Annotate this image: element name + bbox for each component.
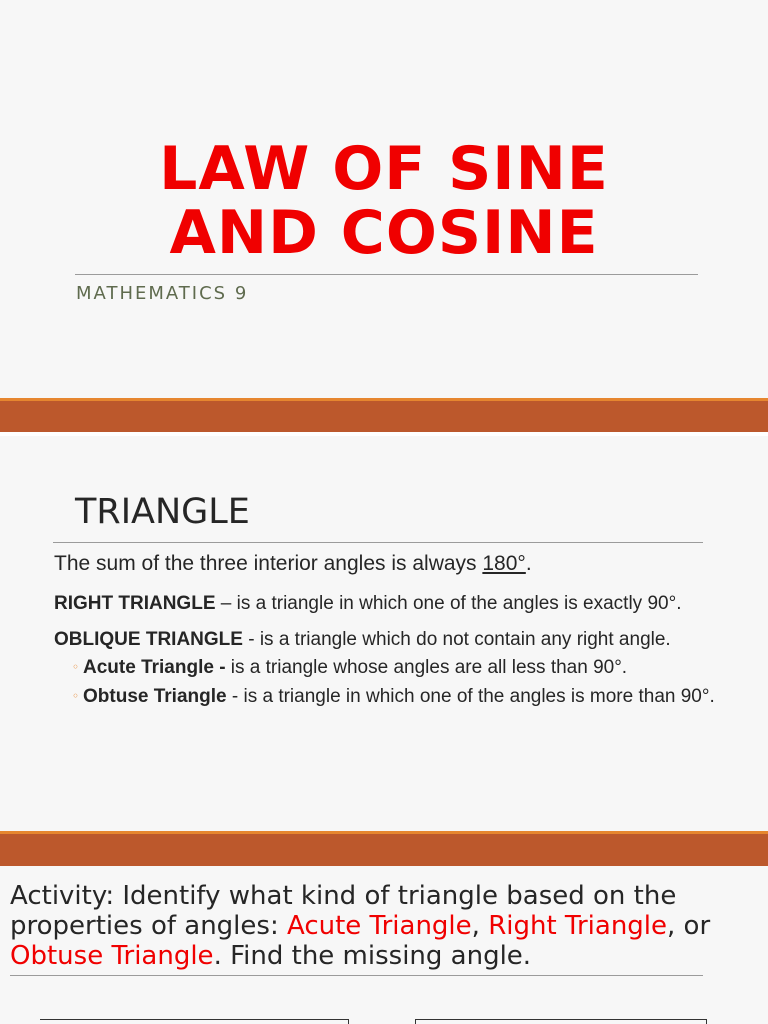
activity-intro: Activity: Identify what kind of triangle based on the properties of angles: [10,881,677,941]
acute-triangle-definition [83,656,627,680]
obtuse-triangle-label: Obtuse Triangle [83,686,227,707]
slide-separator-band [0,834,768,866]
activity-table-left [40,1019,349,1024]
activity-table-right [415,1019,707,1024]
angle-sum-text: The sum of the three interior angles is always [54,552,483,575]
bullet-icon: ◦ [72,660,80,674]
angle-sum-end: . [525,552,532,575]
angle-sum-value: 180° [482,552,526,575]
acute-option: Acute Triangle [286,911,472,941]
activity-slide [0,866,768,1024]
obtuse-triangle-definition [83,685,715,709]
heading-divider [53,542,703,543]
slide-subtitle: MATHEMATICS 9 [76,283,249,304]
slide-title [0,134,768,268]
activity-end: . Find the missing angle. [213,941,532,971]
right-triangle-label: RIGHT TRIANGLE [54,593,216,614]
slide-separator-band [0,401,768,432]
oblique-triangle-label: OBLIQUE TRIANGLE [54,629,243,650]
title-divider [75,274,698,275]
oblique-triangle-text: - is a triangle which do not contain any right angle. [242,629,671,650]
acute-triangle-text: is a triangle whose angles are all less than 90°. [225,657,628,678]
title-line-1: LAW OF SINE [159,134,609,204]
triangle-heading: TRIANGLE [75,492,250,532]
obtuse-triangle-bullet [72,685,722,709]
title-line-2: AND COSINE [169,198,599,268]
separator-or: , or [667,911,711,941]
separator-comma: , [471,911,489,941]
obtuse-option: Obtuse Triangle [10,941,214,971]
triangle-slide [0,436,768,832]
oblique-triangle-definition [54,629,744,651]
acute-triangle-label: Acute Triangle - [83,657,226,678]
right-triangle-text: – is a triangle in which one of the angles is exactly 90°. [215,593,682,614]
bullet-icon: ◦ [72,689,80,703]
obtuse-triangle-text: - is a triangle in which one of the angles is more than 90°. [226,686,715,707]
activity-instructions [10,881,755,971]
title-slide [0,0,768,398]
acute-triangle-bullet [72,656,722,680]
activity-divider [10,975,703,976]
angle-sum-statement [54,552,532,576]
right-triangle-definition [54,593,744,615]
right-option: Right Triangle [488,911,668,941]
